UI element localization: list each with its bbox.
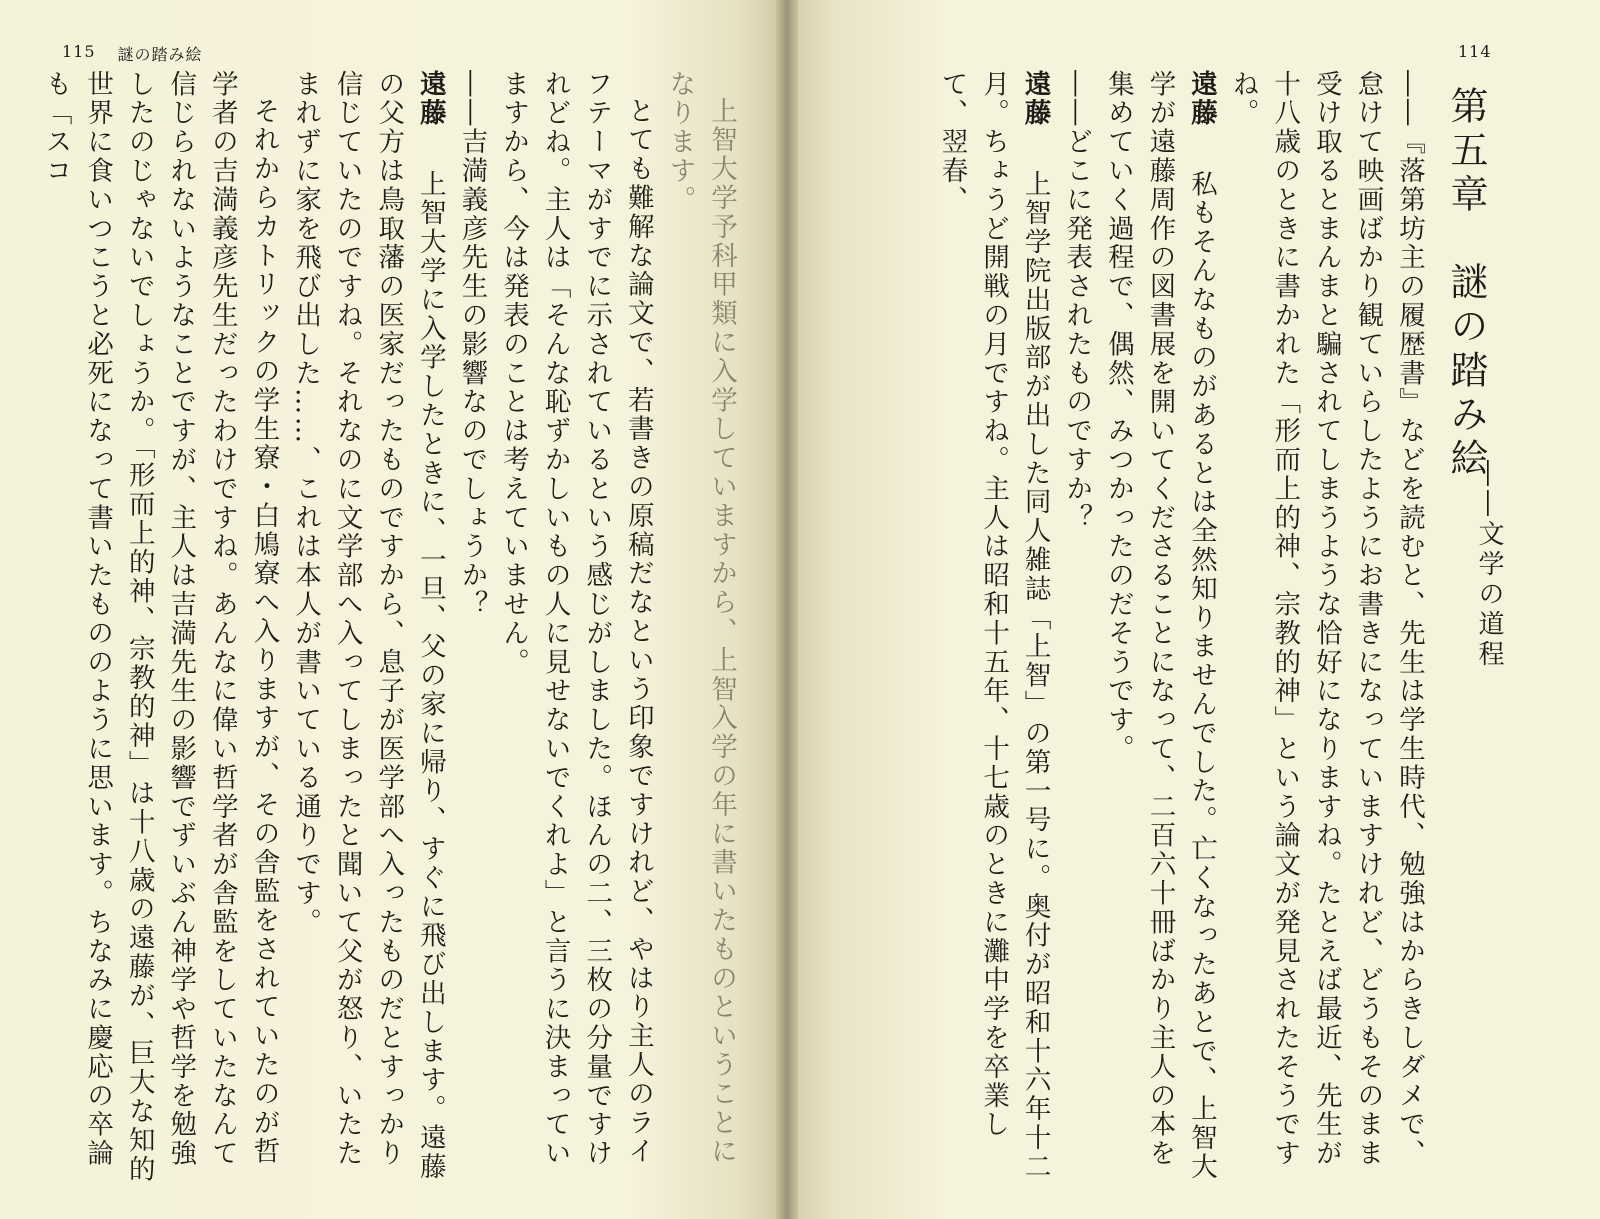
left-running-head	[62, 42, 203, 65]
right-paragraph-2	[1097, 70, 1222, 1190]
chapter-title: 第五章 謎の踏み絵	[1444, 86, 1488, 482]
left-page-number: 115	[62, 42, 96, 61]
left-paragraph-4	[284, 70, 450, 1190]
left-paragraph-5	[35, 70, 285, 1190]
paragraph-text: それからカトリックの学生寮・白鳩寮へ入りますが、その舎監をされていたのが哲学者の吉満義彦先生だったわけですね。あんなに偉い哲学者が舎監をしていたなんて信じられないようなことですが、主人は吉満先生の影響でずいぶん神学や哲学を勉強したのじゃないでしょうか。「形而上的神、宗教的神」は十八歳の遠藤が、巨大な知的世界に食いつこうと必死になって書いたもののように思います。ちなみに慶応の卒論も「スコ	[40, 70, 280, 1184]
left-body-text	[35, 70, 742, 1190]
paragraph-text: 上智大学に入学したときに、一旦、父の家に帰り、すぐに飛び出します。遠藤の父方は鳥取藩の医家だったものですから、息子が医学部へ入ったものだとすっかり信じていたのですね。それなのに文学部へ入ってしまったと聞いて父が怒り、いたたまれずに家を飛び出した……、これは本人が書いている通りです。	[290, 70, 446, 1182]
paragraph-text: ――どこに発表されたものですか？	[1061, 70, 1093, 533]
left-paragraph-2	[492, 70, 658, 1190]
right-paragraph-3	[1056, 70, 1098, 1190]
speaker-label: 遠藤	[1019, 70, 1051, 128]
paragraph-text: 上智大学予科甲類に入学していますから、上智入学の年に書いたものということになります。	[664, 70, 737, 1166]
left-paragraph-1	[659, 70, 742, 1190]
speaker-label: 遠藤	[414, 70, 446, 128]
paragraph-text: 私もそんなものがあるとは全然知りませんでした。亡くなったあとで、上智大学が遠藤周作の図書展を開いてくださることになって、二百六十冊ばかり主人の本を集めていく過程で、偶然、みつかったのだそうです。	[1102, 70, 1218, 1182]
paragraph-text: 上智学院出版部が出した同人雑誌「上智」の第一号に。奥付が昭和十六年十二月。ちょうど開戦の月ですね。主人は昭和十五年、十七歳のときに灘中学を卒業して、翌春、	[936, 70, 1051, 1182]
left-paragraph-3	[451, 70, 493, 1190]
paragraph-text: とても難解な論文で、若書きの原稿だなという印象ですけれど、やはり主人のライフテーマがすでに示されているという感じがしました。ほんの二、三枚の分量ですけれどね。主人は「そんな恥ずかしいもの人に見せないでくれよ」と言うに決まっていますから、今は発表のことは考えていません。	[498, 70, 654, 1169]
right-paragraph-1	[1222, 70, 1430, 1190]
paragraph-text: ――吉満義彦先生の影響なのでしょうか？	[456, 70, 488, 620]
right-body-text	[931, 70, 1430, 1190]
right-page	[786, 0, 1600, 1219]
left-page	[0, 0, 786, 1219]
chapter-subtitle: ――文学の道程	[1474, 460, 1504, 670]
speaker-label: 遠藤	[1186, 70, 1218, 128]
book-gutter	[776, 0, 798, 1219]
left-running-title: 謎の踏み絵	[117, 45, 203, 64]
right-paragraph-4	[931, 70, 1056, 1190]
paragraph-text: ――『落第坊主の履歴書』などを読むと、先生は学生時代、勉強はからきしダメで、怠けて映画ばかり観ていらしたようにお書きになっていますけれど、どうもそのまま受け取るとまんまと騙されてしまうような恰好になりますね。たとえば最近、先生が十八歳のときに書かれた「形而上的神、宗教的神」という論文が発見されたそうですね。	[1227, 70, 1425, 1169]
right-page-number: 114	[1458, 42, 1492, 61]
